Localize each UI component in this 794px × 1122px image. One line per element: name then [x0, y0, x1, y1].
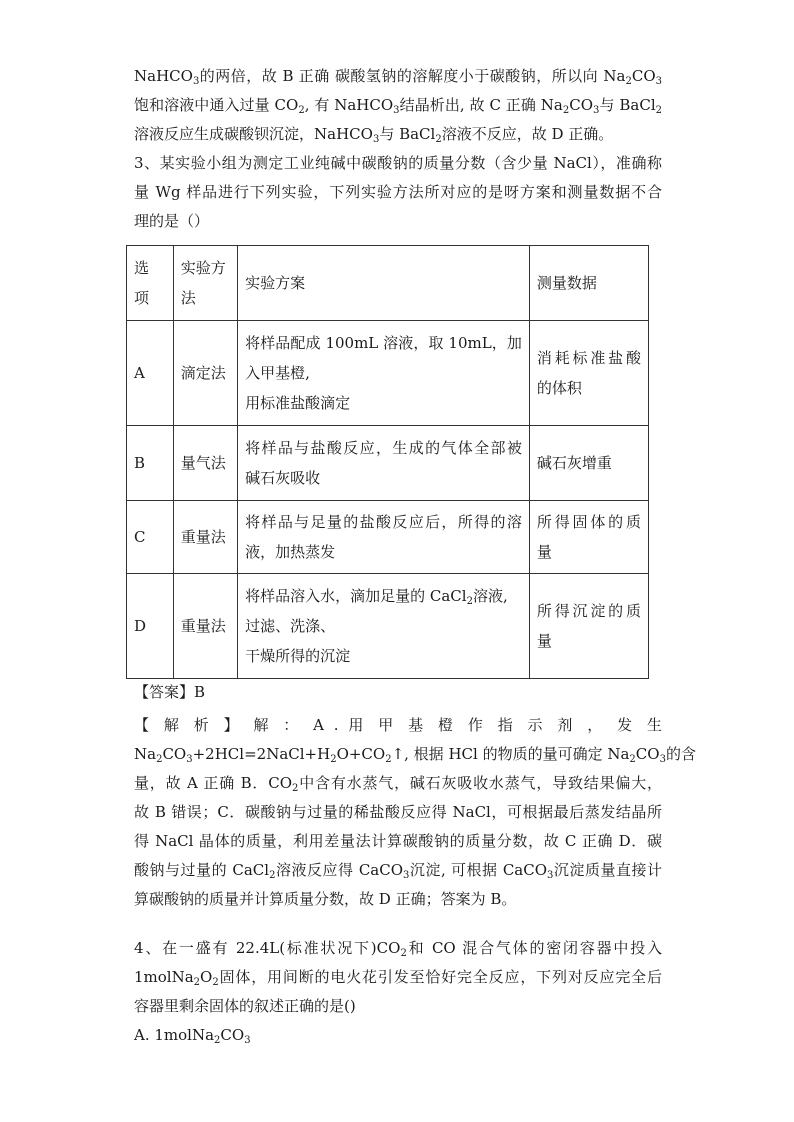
q4-option-a: A. $1molNa_2CO_3$ — [134, 1026, 251, 1046]
analysis-line-4: 故 B 错误；C．碳酸钠与过量的稀盐酸反应得 NaCl，可根据最后蒸发结晶所 — [134, 803, 662, 821]
intro-line-2: 饱和溶液中通入过量 $CO_2$, 有 NaHCO$_3$结晶析出, 故 C 正确 $Na_2CO_3$与 BaCl$_2$ — [134, 96, 663, 116]
q4-line-1: 4、在一盛有 22.4L(标准状况下)$CO_2$和 CO 混合气体的密闭容器中投入 — [134, 939, 662, 959]
row-c-plan: 将样品与足量的盐酸反应后，所得的溶 液，加热蒸发 — [238, 501, 530, 574]
analysis-line-6: 酸钠与过量的 CaCl$_2$溶液反应得 CaCO$_3$沉淀, 可根据 CaCO$_3$沉淀质量直接计 — [134, 861, 663, 881]
header-plan: 实验方案 — [238, 246, 530, 321]
row-a-data: 消耗标准盐酸 的体积 — [529, 321, 648, 426]
header-method: 实验方 法 — [173, 246, 237, 321]
row-b-option: B — [127, 426, 174, 501]
question-3-stem — [134, 149, 662, 236]
header-option: 选 项 — [127, 246, 174, 321]
intro-line-1: NaHCO$_3$的两倍，故 B 正确 碳酸氢钠的溶解度小于碳酸钠，所以向 $Na_2CO_3$ — [134, 67, 662, 87]
q3-line-1: 3、某实验小组为测定工业纯碱中碳酸钠的质量分数（含少量 NaCl），准确称 — [134, 154, 662, 172]
row-d-plan: 将样品溶入水，滴加足量的 CaCl$_2$溶液, 过滤、洗涤、 干燥所得的沉淀 — [238, 574, 530, 679]
q4-line-3: 容器里剩余固体的叙述正确的是() — [134, 997, 356, 1015]
analysis-line-3: 量，故 A 正确 B．$CO_2$中含有水蒸气，碱石灰吸收水蒸气，导致结果偏大， — [134, 774, 662, 794]
row-c-data: 所得固体的质 量 — [529, 501, 648, 574]
row-c-method: 重量法 — [173, 501, 237, 574]
analysis-block — [134, 711, 696, 914]
analysis-line-2: $Na_2CO_3+2HCl=2NaCl+H_2O+CO_2↑$, 根据 HCl 的物质的量可确定 $Na_2CO_3$的含 — [134, 745, 696, 765]
row-a-plan: 将样品配成 100mL 溶液，取 10mL，加 入甲基橙, 用标准盐酸滴定 — [238, 321, 530, 426]
table-row — [127, 574, 649, 679]
q3-line-2: 量 Wg 样品进行下列实验，下列实验方法所对应的是呀方案和测量数据不合 — [134, 183, 662, 201]
row-d-data: 所得沉淀的质 量 — [529, 574, 648, 679]
intro-line-3: 溶液反应生成碳酸钡沉淀，NaHCO$_3$与 BaCl$_2$溶液不反应，故 D 正确。 — [134, 125, 614, 145]
q3-line-3: 理的是（） — [134, 212, 210, 230]
table-row — [127, 501, 649, 574]
answer-block — [134, 678, 662, 707]
row-b-data: 碱石灰增重 — [529, 426, 648, 501]
analysis-line-7: 算碳酸钠的质量并计算质量分数，故 D 正确；答案为 B。 — [134, 890, 517, 908]
table-row — [127, 321, 649, 426]
row-d-method: 重量法 — [173, 574, 237, 679]
row-d-option: D — [127, 574, 174, 679]
table-header-row — [127, 246, 649, 321]
experiment-table — [126, 245, 649, 679]
table-row — [127, 426, 649, 501]
intro-paragraph — [134, 62, 662, 149]
analysis-line-1: 【 解 析 】 解 ： A . 用 甲 基 橙 作 指 示 剂 ， 发 生 — [134, 716, 662, 734]
row-b-plan: 将样品与盐酸反应，生成的气体全部被 碱石灰吸收 — [238, 426, 530, 501]
analysis-line-5: 得 NaCl 晶体的质量，利用差量法计算碳酸钠的质量分数，故 C 正确 D．碳 — [134, 832, 662, 850]
row-c-option: C — [127, 501, 174, 574]
row-a-option: A — [127, 321, 174, 426]
row-b-method: 量气法 — [173, 426, 237, 501]
row-a-method: 滴定法 — [173, 321, 237, 426]
answer-text: 【答案】B — [134, 683, 206, 701]
header-data: 测量数据 — [529, 246, 648, 321]
question-4-stem — [134, 934, 662, 1050]
q4-line-2: $1molNa_2O_2$固体，用间断的电火花引发至恰好完全反应，下列对反应完全后 — [134, 968, 662, 988]
